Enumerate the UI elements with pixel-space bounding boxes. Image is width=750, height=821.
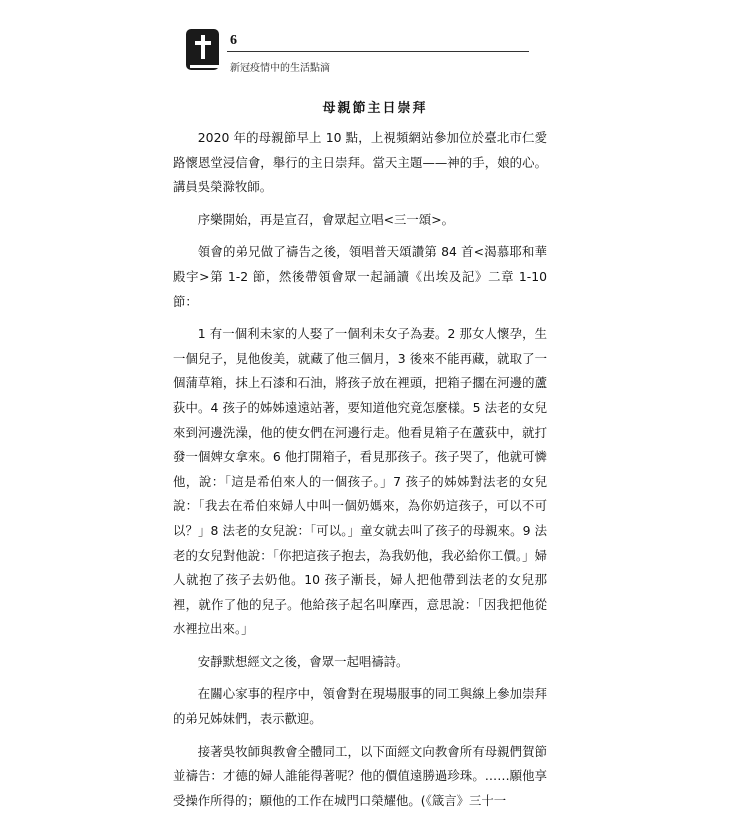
book-title: 新冠疫情中的生活點滴: [230, 63, 330, 74]
page-header: [185, 28, 530, 80]
paragraph: 在關心家事的程序中，領會對在現場服事的同工與線上參加崇拜的弟兄姊妹們，表示歡迎。: [173, 686, 547, 727]
paragraph: 安靜默想經文之後，會眾一起唱禱詩。: [197, 653, 409, 669]
paragraph: 領會的弟兄做了禱告之後，領唱普天頌讚第 84 首<渴慕耶和華殿宇>第 1-2 節，然後帶領會眾一起誦讀《出埃及記》二章 1-10 節：: [173, 244, 547, 309]
paragraph: 序樂開始，再是宣召，會眾起立唱<三一頌>。: [197, 211, 454, 227]
bible-cross-icon: [185, 28, 221, 72]
section-title: 母親節主日崇拜: [322, 101, 428, 116]
page-number: 6: [230, 33, 237, 48]
scripture-passage: 1 有一個利未家的人娶了一個利未女子為妻。2 那女人懷孕，生一個兒子，見他俊美，就藏了他三個月，3 後來不能再藏，就取了一個蒲草箱，抹上石漆和石油，將孩子放在裡頭，把箱子擱在河邊的蘆荻中。4 孩子的姊姊遠遠站著，要知道他究竟怎麼樣。5 法老的女兒來到河邊洗澡，他的使女們在河邊行走。他看見箱子在蘆荻中，就打發一個婢女拿來。6 他打開箱子，看見那孩子。孩子哭了，他就可憐他，說：「這是希伯來人的一個孩子。」7 孩子的姊姊對法老的女兒說：「我去在希伯來婦人中叫一個奶媽來，為你奶這孩子，可以不可以？」8 法老的女兒說：「可以。」童女就去叫了孩子的母親來。9 法老的女兒對他說：「你把這孩子抱去，為我奶他，我必給你工價。」婦人就抱了孩子去奶他。10 孩子漸長，婦人把他帶到法老的女兒那裡，就作了他的兒子。他給孩子起名叫摩西，意思說：「因我把他從水裡拉出來。」: [173, 326, 547, 637]
paragraph: 接著吳牧師與教會全體同工，以下面經文向教會所有母親們賀節並禱告：才德的婦人誰能得著呢？他的價值遠勝過珍珠。……願他享受操作所得的；願他的工作在城門口榮耀他。(《箴言》三十一: [173, 743, 547, 808]
body-text: [173, 126, 547, 821]
paragraph: 2020 年的母親節早上 10 點，上視頻網站參加位於臺北市仁愛路懷恩堂浸信會，舉行的主日崇拜。當天主題——神的手，娘的心。講員吳榮滁牧師。: [173, 130, 547, 195]
header-rule: [227, 51, 529, 52]
